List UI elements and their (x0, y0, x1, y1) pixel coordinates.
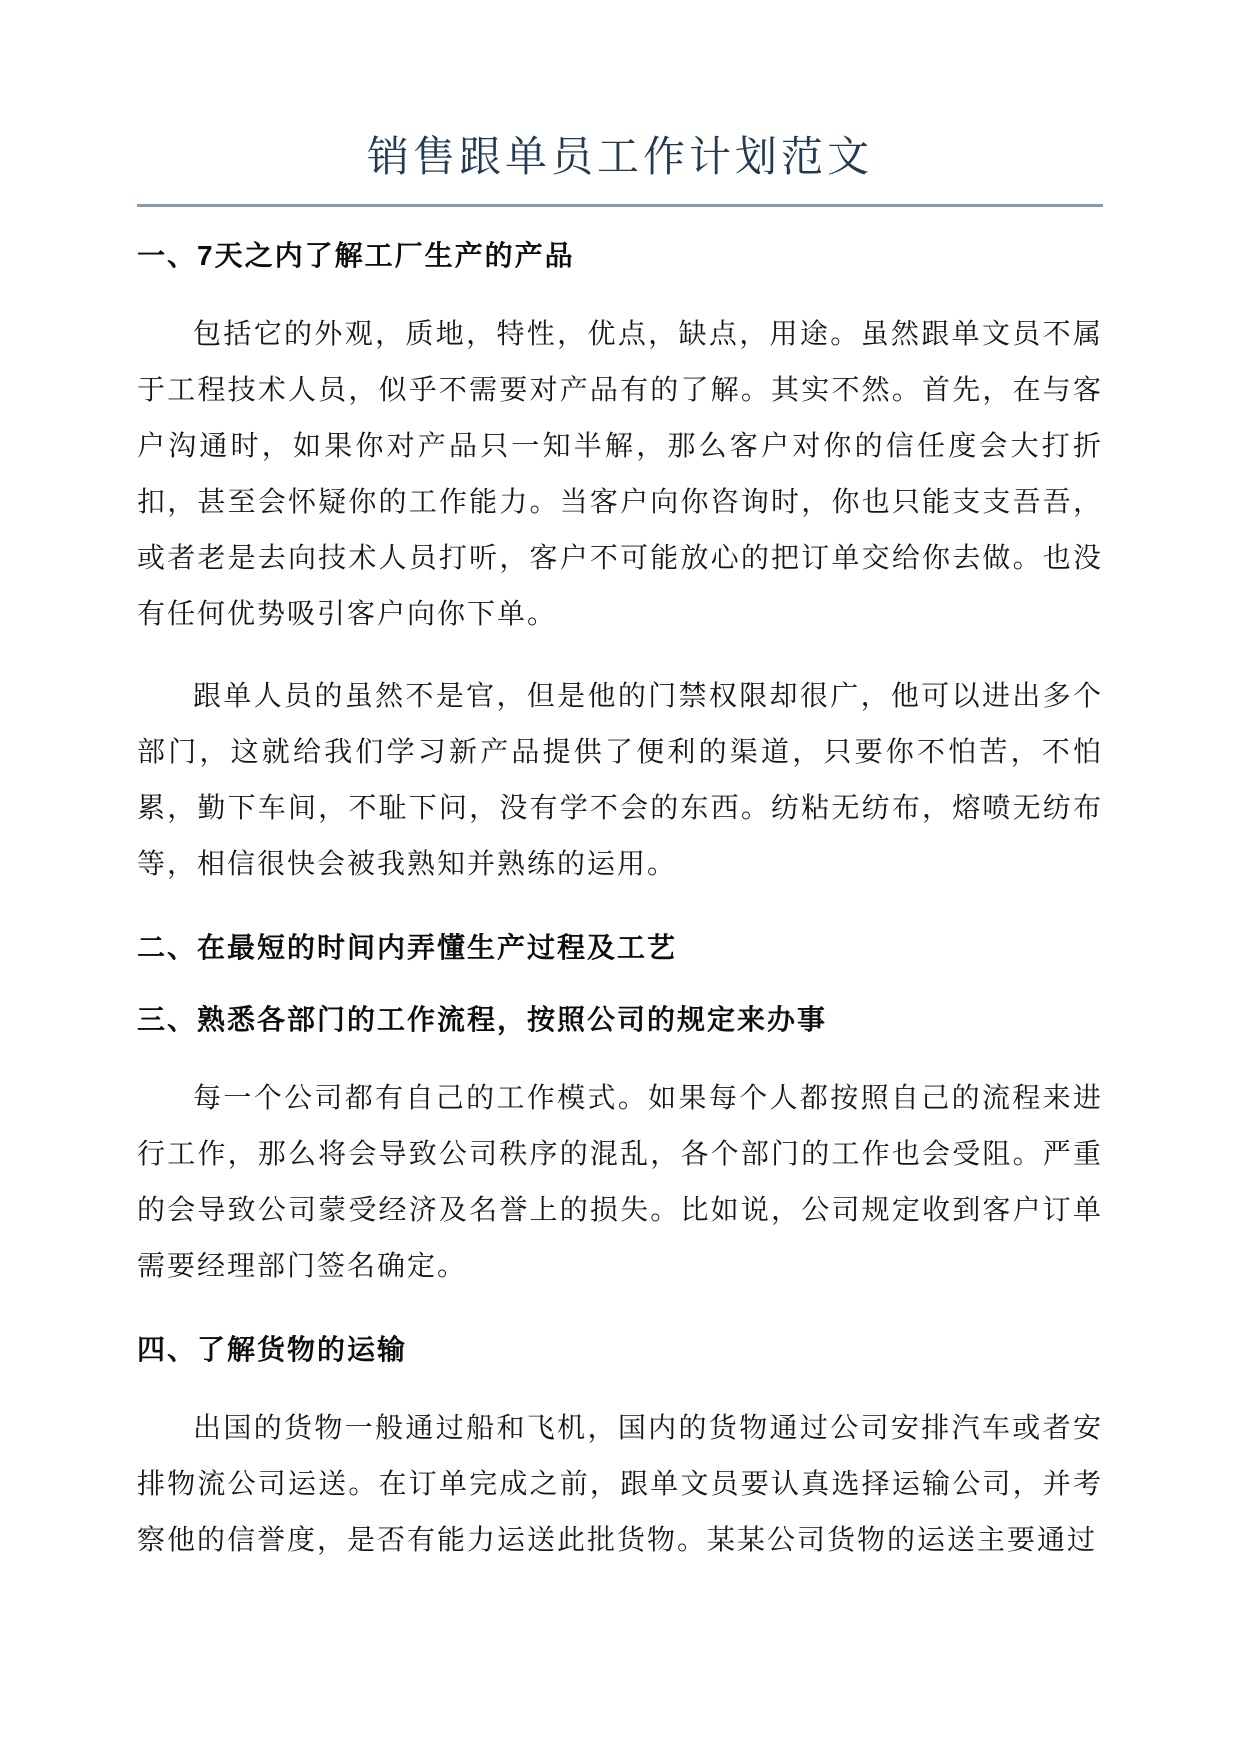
title-divider (137, 204, 1103, 207)
section-heading-3: 三、熟悉各部门的工作流程，按照公司的规定来办事 (137, 1004, 828, 1035)
document-title: 销售跟单员工作计划范文 (366, 135, 873, 181)
paragraph: 包括它的外观，质地，特性，优点，缺点，用途。虽然跟单文员不属于工程技术人员，似乎不需要对产品有的了解。其实不然。首先，在与客户沟通时，如果你对产品只一知半解，那么客户对你的信任度会大打折扣，甚至会怀疑你的工作能力。当客户向你咨询时，你也只能支支吾吾，或者老是去向技术人员打听，客户不可能放心的把订单交给你去做。也没有任何优势吸引客户向你下单。 (137, 319, 1103, 630)
section-heading-1: 一、7天之内了解工厂生产的产品 (137, 240, 575, 271)
section-heading-2: 二、在最短的时间内弄懂生产过程及工艺 (137, 932, 678, 963)
paragraph: 跟单人员的虽然不是官，但是他的门禁权限却很广，他可以进出多个部门，这就给我们学习新产品提供了便利的渠道，只要你不怕苦，不怕累，勤下车间，不耻下问，没有学不会的东西。纺粘无纺布，熔喷无纺布等，相信很快会被我熟知并熟练的运用。 (137, 681, 1103, 880)
paragraph: 出国的货物一般通过船和飞机，国内的货物通过公司安排汽车或者安排物流公司运送。在订单完成之前，跟单文员要认真选择运输公司，并考察他的信誉度，是否有能力运送此批货物。某某公司货物的运送主要通过 (137, 1413, 1103, 1556)
section-heading-4: 四、了解货物的运输 (137, 1334, 408, 1365)
paragraph: 每一个公司都有自己的工作模式。如果每个人都按照自己的流程来进行工作，那么将会导致公司秩序的混乱，各个部门的工作也会受阻。严重的会导致公司蒙受经济及名誉上的损失。比如说，公司规定收到客户订单需要经理部门签名确定。 (137, 1083, 1103, 1282)
